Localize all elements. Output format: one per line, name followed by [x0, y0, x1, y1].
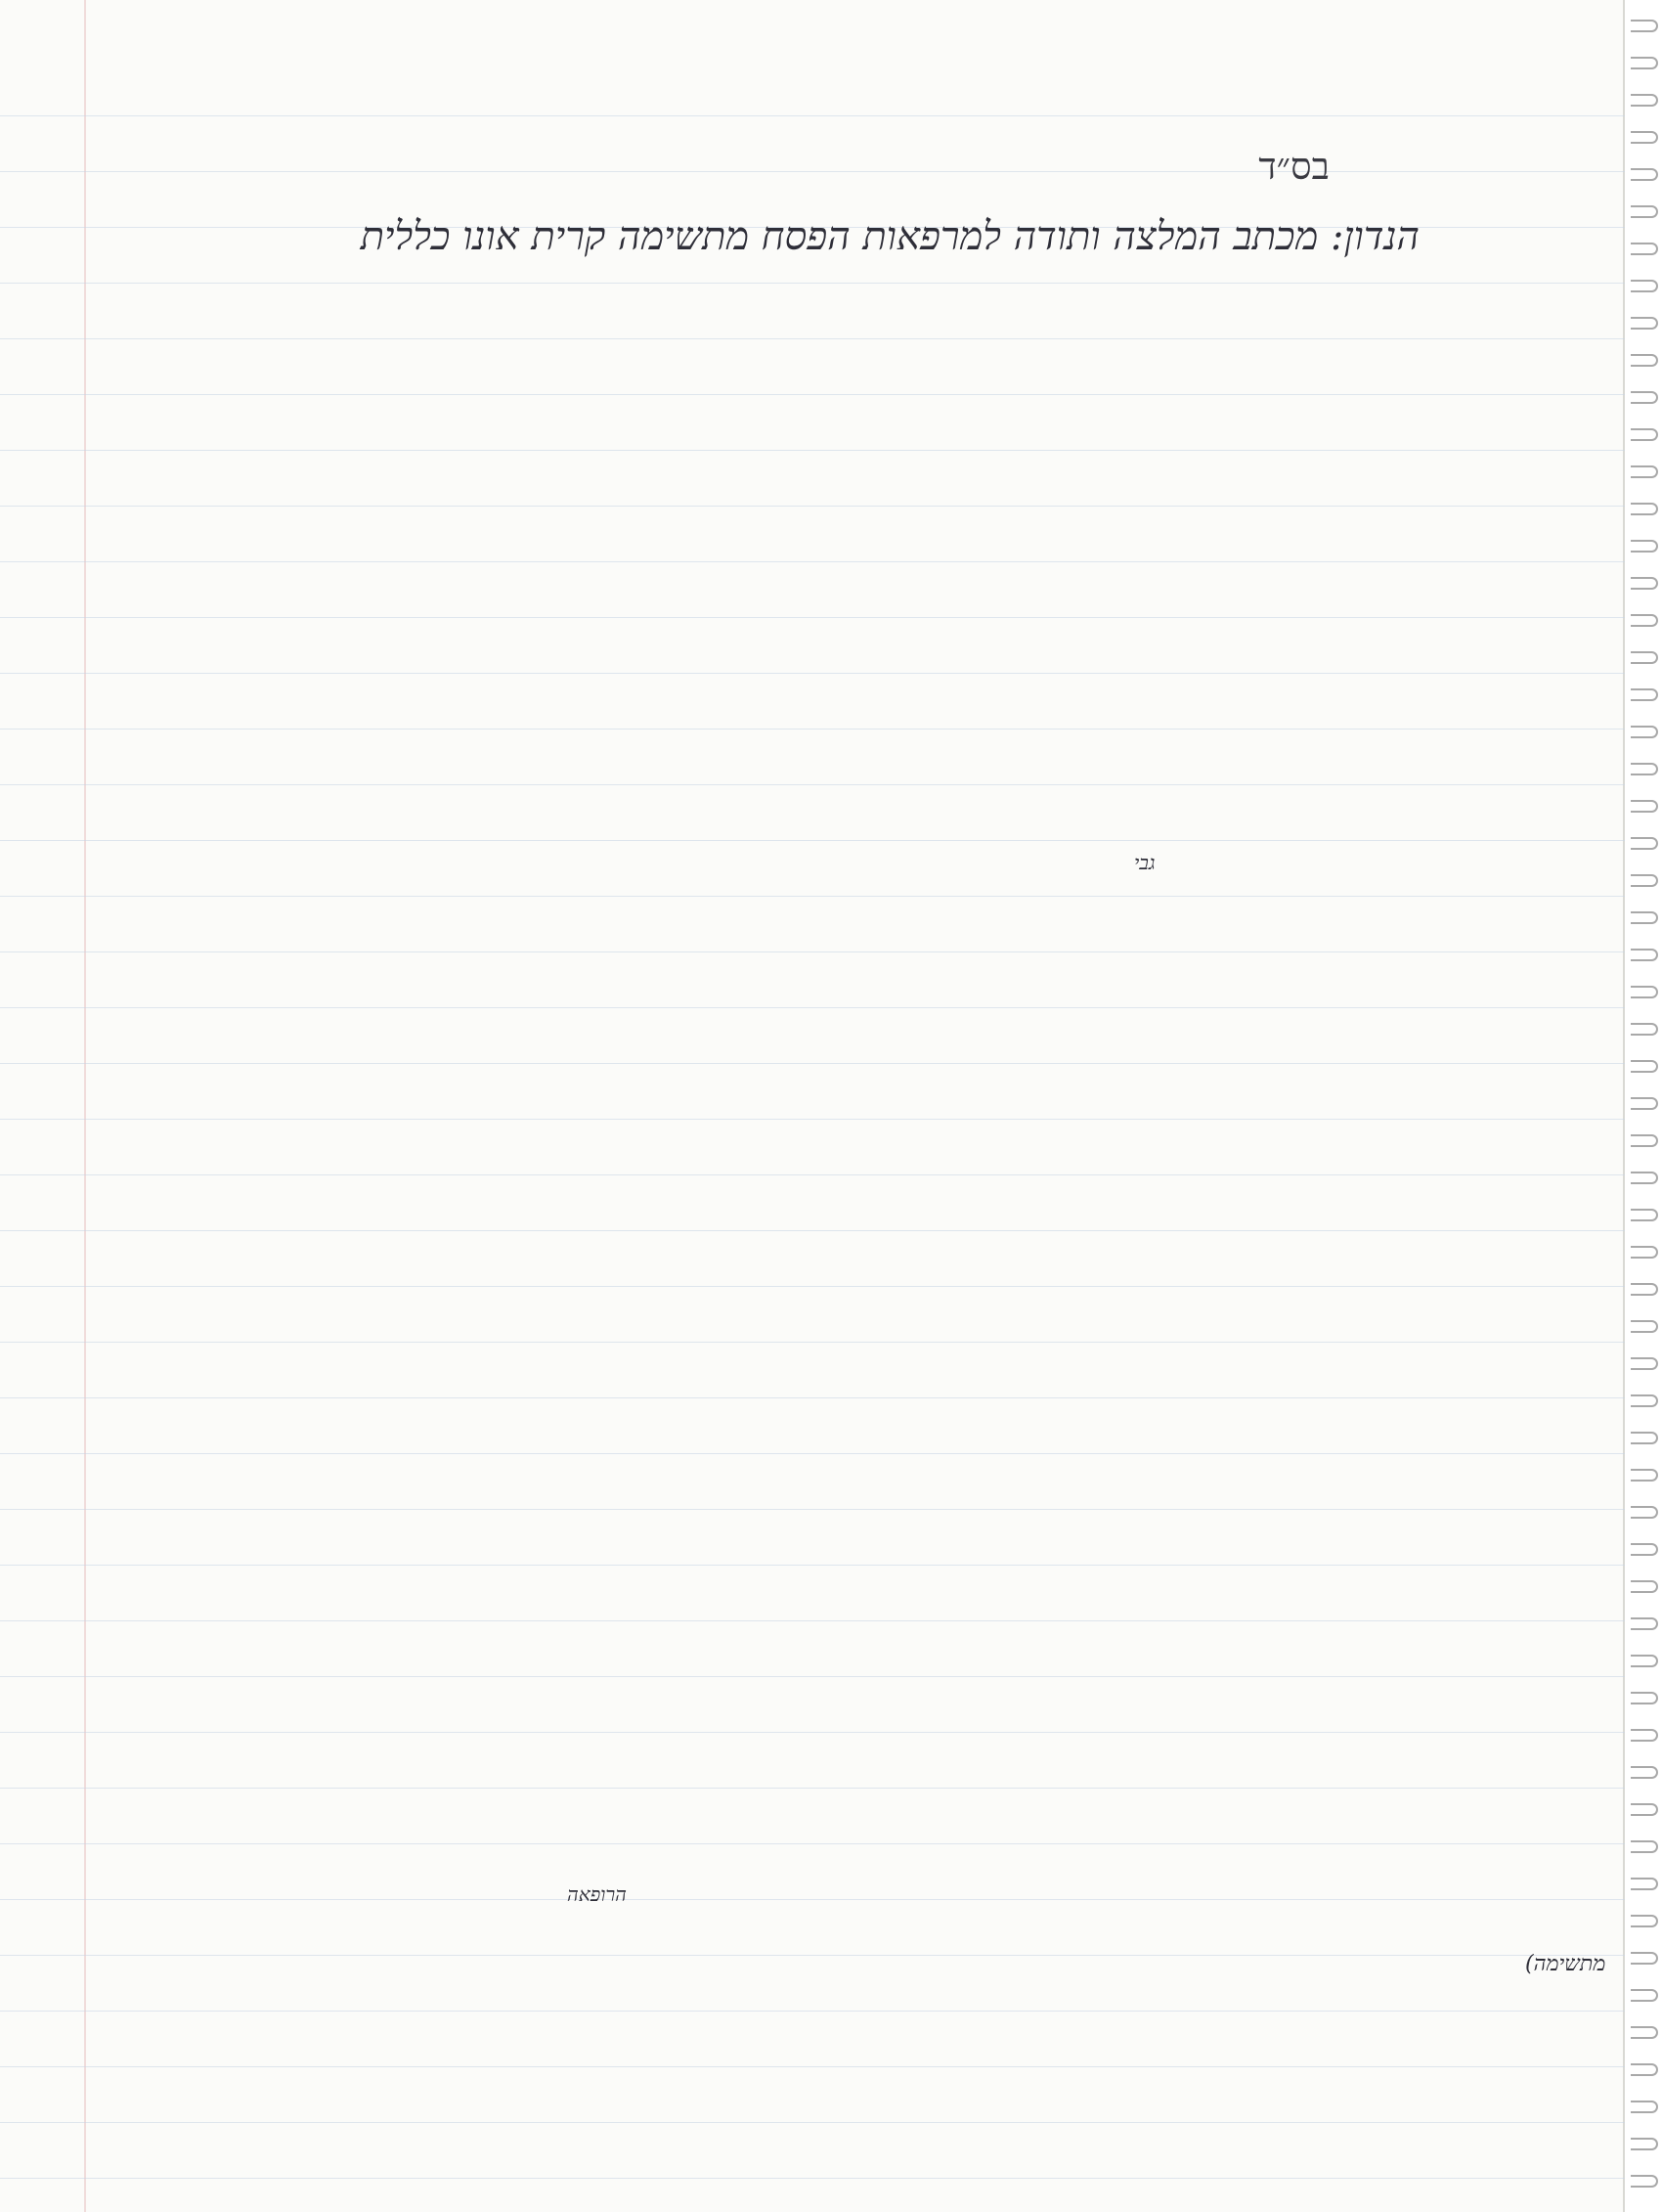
spiral-coil [1631, 205, 1658, 218]
ruled-line [0, 115, 1625, 116]
ruled-line [0, 338, 1625, 339]
ruled-line [0, 1007, 1625, 1008]
ruled-line [0, 394, 1625, 395]
ruled-line [0, 617, 1625, 618]
ruled-line [0, 283, 1625, 284]
spiral-coil [1631, 465, 1658, 478]
ruled-line [0, 1119, 1625, 1120]
ruled-line [0, 1453, 1625, 1454]
spiral-coil [1631, 688, 1658, 701]
spiral-coil [1631, 726, 1658, 738]
ruled-line [0, 1955, 1625, 1956]
spiral-coil [1631, 2101, 1658, 2113]
spiral-coil [1631, 1952, 1658, 1965]
spiral-coil [1631, 763, 1658, 775]
spiral-coil [1631, 800, 1658, 813]
spiral-coil [1631, 1469, 1658, 1482]
spiral-coil [1631, 1097, 1658, 1110]
ruled-line [0, 1843, 1625, 1844]
ruled-line [0, 1397, 1625, 1398]
spiral-coil [1631, 2026, 1658, 2039]
spiral-coil [1631, 317, 1658, 330]
ruled-line [0, 1899, 1625, 1900]
spiral-coil [1631, 391, 1658, 404]
spiral-coil [1631, 1357, 1658, 1370]
spiral-coil [1631, 280, 1658, 292]
spiral-coil [1631, 1432, 1658, 1444]
ruled-line [0, 1788, 1625, 1789]
ruled-line [0, 1063, 1625, 1064]
ruled-line [0, 506, 1625, 507]
spiral-coil [1631, 1617, 1658, 1630]
margin-note: מתשימה) [1525, 1952, 1606, 1976]
ruled-line [0, 2011, 1625, 2012]
spiral-coil [1631, 94, 1658, 107]
spiral-coil [1631, 131, 1658, 144]
spiral-coil [1631, 1989, 1658, 2002]
spiral-coil [1631, 1506, 1658, 1519]
ruled-line [0, 2066, 1625, 2067]
ruled-line [0, 2178, 1625, 2179]
margin-line [84, 0, 86, 2212]
spiral-coil [1631, 2175, 1658, 2188]
spiral-coil [1631, 354, 1658, 367]
spiral-coil [1631, 57, 1658, 69]
ruled-line [0, 171, 1625, 172]
spiral-coil [1631, 1060, 1658, 1073]
spiral-coil [1631, 911, 1658, 924]
spiral-coil [1631, 1283, 1658, 1296]
spiral-coil [1631, 20, 1658, 32]
spiral-coil [1631, 1766, 1658, 1779]
spiral-coil [1631, 1803, 1658, 1816]
ruled-line [0, 1620, 1625, 1621]
spiral-coil [1631, 1023, 1658, 1036]
handwritten-insertion: הרופאה [567, 1882, 627, 1906]
spiral-coil [1631, 1172, 1658, 1184]
spiral-coil [1631, 1692, 1658, 1704]
spiral-coil [1631, 1580, 1658, 1593]
ruled-line [0, 2122, 1625, 2123]
spiral-coil [1631, 168, 1658, 181]
spiral-coil [1631, 1878, 1658, 1890]
spiral-coil [1631, 1543, 1658, 1556]
ruled-line [0, 673, 1625, 674]
ruled-line [0, 1732, 1625, 1733]
ruled-line [0, 951, 1625, 952]
spiral-coil [1631, 949, 1658, 961]
spiral-coil [1631, 1915, 1658, 1927]
spiral-coil [1631, 1134, 1658, 1147]
ruled-line [0, 896, 1625, 897]
ruled-line [0, 1230, 1625, 1231]
ruled-line [0, 1509, 1625, 1510]
spiral-coil [1631, 428, 1658, 441]
ruled-line [0, 450, 1625, 451]
ruled-line [0, 1342, 1625, 1343]
spiral-coil [1631, 1394, 1658, 1407]
spiral-coil [1631, 1246, 1658, 1259]
spiral-coil [1631, 837, 1658, 850]
spiral-coil [1631, 1320, 1658, 1333]
spiral-coil [1631, 1209, 1658, 1221]
spiral-coil [1631, 614, 1658, 627]
handwritten-insertion: גבי [1134, 851, 1156, 874]
ruled-line [0, 1286, 1625, 1287]
spiral-coil [1631, 2063, 1658, 2076]
ruled-line [0, 729, 1625, 730]
spiral-coil [1631, 2138, 1658, 2150]
spiral-coil [1631, 540, 1658, 553]
spiral-coil [1631, 577, 1658, 590]
header-mark: בס״ד [1258, 145, 1330, 188]
ruled-line [0, 1565, 1625, 1566]
spiral-binding [1625, 0, 1662, 2212]
letter-subject: הנדון: מכתב המלצה ותודה למרפאות הפסח מתשימה קרית אונו כללית [360, 214, 1420, 259]
spiral-coil [1631, 1729, 1658, 1742]
ruled-line [0, 1676, 1625, 1677]
spiral-coil [1631, 651, 1658, 664]
spiral-coil [1631, 503, 1658, 515]
spiral-coil [1631, 243, 1658, 255]
ruled-line [0, 1174, 1625, 1175]
spiral-coil [1631, 986, 1658, 998]
spiral-coil [1631, 1840, 1658, 1853]
spiral-coil [1631, 1655, 1658, 1667]
spiral-coil [1631, 874, 1658, 887]
ruled-line [0, 784, 1625, 785]
ruled-line [0, 840, 1625, 841]
ruled-line [0, 561, 1625, 562]
